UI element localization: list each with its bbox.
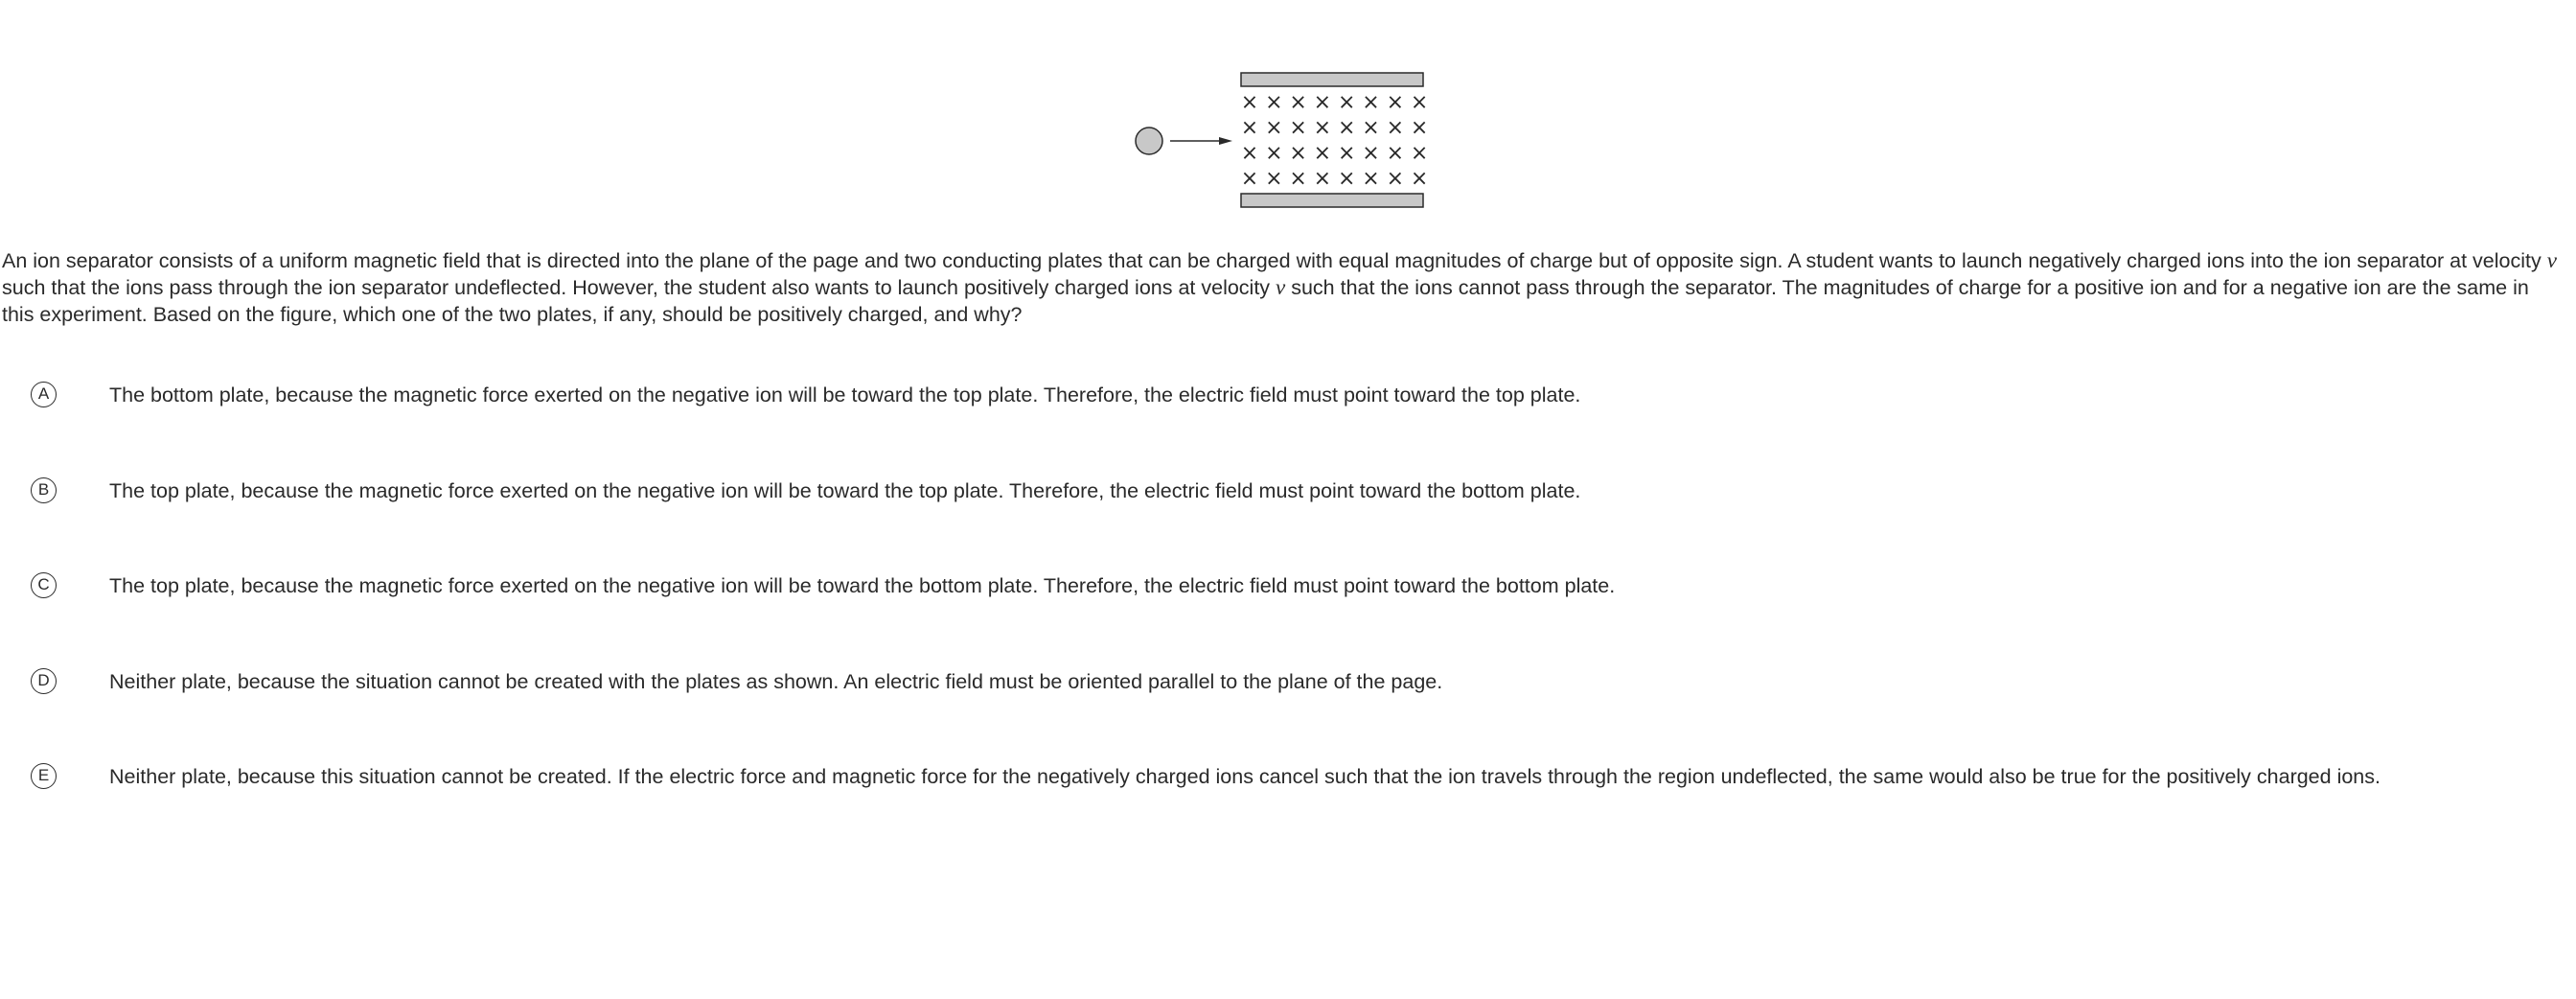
choice-c-bubble[interactable]: C: [31, 572, 57, 598]
field-x-mark: ×: [1313, 116, 1332, 140]
field-x-mark: ×: [1337, 90, 1356, 115]
choice-e[interactable]: [0, 754, 2576, 849]
magnetic-field-into-page: [1241, 91, 1429, 192]
field-x-mark: ×: [1386, 116, 1405, 140]
answer-choices: [0, 372, 2576, 849]
field-x-mark: ×: [1289, 116, 1307, 140]
stem-text-3: such that the ions cannot pass through the separator. The magnitudes of charge for a positive ion and for a negative ion are the same in this experiment. Based on the figure, which one of the two plates, if any, should be positively charged, and why?: [2, 276, 2529, 326]
field-x-mark: ×: [1313, 90, 1332, 115]
velocity-symbol: v: [2546, 248, 2557, 272]
choice-c[interactable]: [0, 563, 2576, 659]
stem-text-1: An ion separator consists of a uniform magnetic field that is directed into the plane of the page and two conducting plates that can be charged with equal magnitudes of charge but of opposite sign. A student wants to launch negatively charged ions into the ion separator at velocity: [2, 249, 2547, 272]
field-x-mark: ×: [1337, 141, 1356, 166]
field-x-mark: ×: [1337, 116, 1356, 140]
field-x-mark: ×: [1313, 141, 1332, 166]
field-x-mark: ×: [1362, 90, 1380, 115]
velocity-symbol: v: [1276, 275, 1286, 299]
choice-b[interactable]: [0, 468, 2576, 564]
choice-a-text[interactable]: The bottom plate, because the magnetic force exerted on the negative ion will be toward the top plate. Therefore, the electric field must point toward the top plate.: [109, 383, 1581, 407]
ion-separator-diagram: [1121, 63, 1447, 217]
field-x-mark: ×: [1410, 167, 1429, 191]
velocity-arrowhead: [1219, 137, 1232, 145]
choice-b-text[interactable]: The top plate, because the magnetic force exerted on the negative ion will be toward the top plate. Therefore, the electric field must point toward the bottom plate.: [109, 478, 1581, 502]
field-x-mark: ×: [1410, 116, 1429, 140]
field-x-mark: ×: [1410, 141, 1429, 166]
choice-d-bubble[interactable]: D: [31, 668, 57, 694]
ion: [1136, 128, 1162, 154]
field-x-mark: ×: [1240, 116, 1259, 140]
field-x-mark: ×: [1386, 167, 1405, 191]
field-x-mark: ×: [1289, 141, 1307, 166]
top-plate: [1241, 73, 1423, 86]
field-x-mark: ×: [1240, 167, 1259, 191]
field-x-mark: ×: [1410, 90, 1429, 115]
choice-d[interactable]: [0, 659, 2576, 755]
field-x-mark: ×: [1240, 141, 1259, 166]
stem-text-2: such that the ions pass through the ion separator undeflected. However, the student also wants to launch positively charged ions at velocity: [2, 276, 1276, 299]
field-x-mark: ×: [1265, 167, 1283, 191]
field-x-mark: ×: [1386, 90, 1405, 115]
choice-e-text[interactable]: Neither plate, because this situation cannot be created. If the electric force and magnetic force for the negatively charged ions cancel such that the ion travels through the region undeflected, the same would also be true for the positively charged ions.: [109, 765, 2380, 788]
question-stem: [2, 247, 2566, 328]
choice-a-bubble[interactable]: A: [31, 382, 57, 407]
choice-e-bubble[interactable]: E: [31, 763, 57, 789]
field-x-mark: ×: [1362, 141, 1380, 166]
field-x-mark: ×: [1386, 141, 1405, 166]
field-x-mark: ×: [1362, 116, 1380, 140]
choice-d-text[interactable]: Neither plate, because the situation cannot be created with the plates as shown. An electric field must be oriented parallel to the plane of the page.: [109, 669, 1443, 693]
field-x-mark: ×: [1337, 167, 1356, 191]
choice-b-bubble[interactable]: B: [31, 477, 57, 503]
choice-c-text[interactable]: The top plate, because the magnetic force exerted on the negative ion will be toward the bottom plate. Therefore, the electric field must point toward the bottom plate.: [109, 574, 1616, 597]
field-x-mark: ×: [1362, 167, 1380, 191]
choice-a[interactable]: [0, 372, 2576, 468]
field-x-mark: ×: [1289, 90, 1307, 115]
field-x-mark: ×: [1313, 167, 1332, 191]
field-x-mark: ×: [1265, 116, 1283, 140]
ion-separator-figure: [1121, 63, 1447, 217]
field-x-mark: ×: [1289, 167, 1307, 191]
field-x-mark: ×: [1240, 90, 1259, 115]
bottom-plate: [1241, 194, 1423, 207]
field-x-mark: ×: [1265, 141, 1283, 166]
field-x-mark: ×: [1265, 90, 1283, 115]
